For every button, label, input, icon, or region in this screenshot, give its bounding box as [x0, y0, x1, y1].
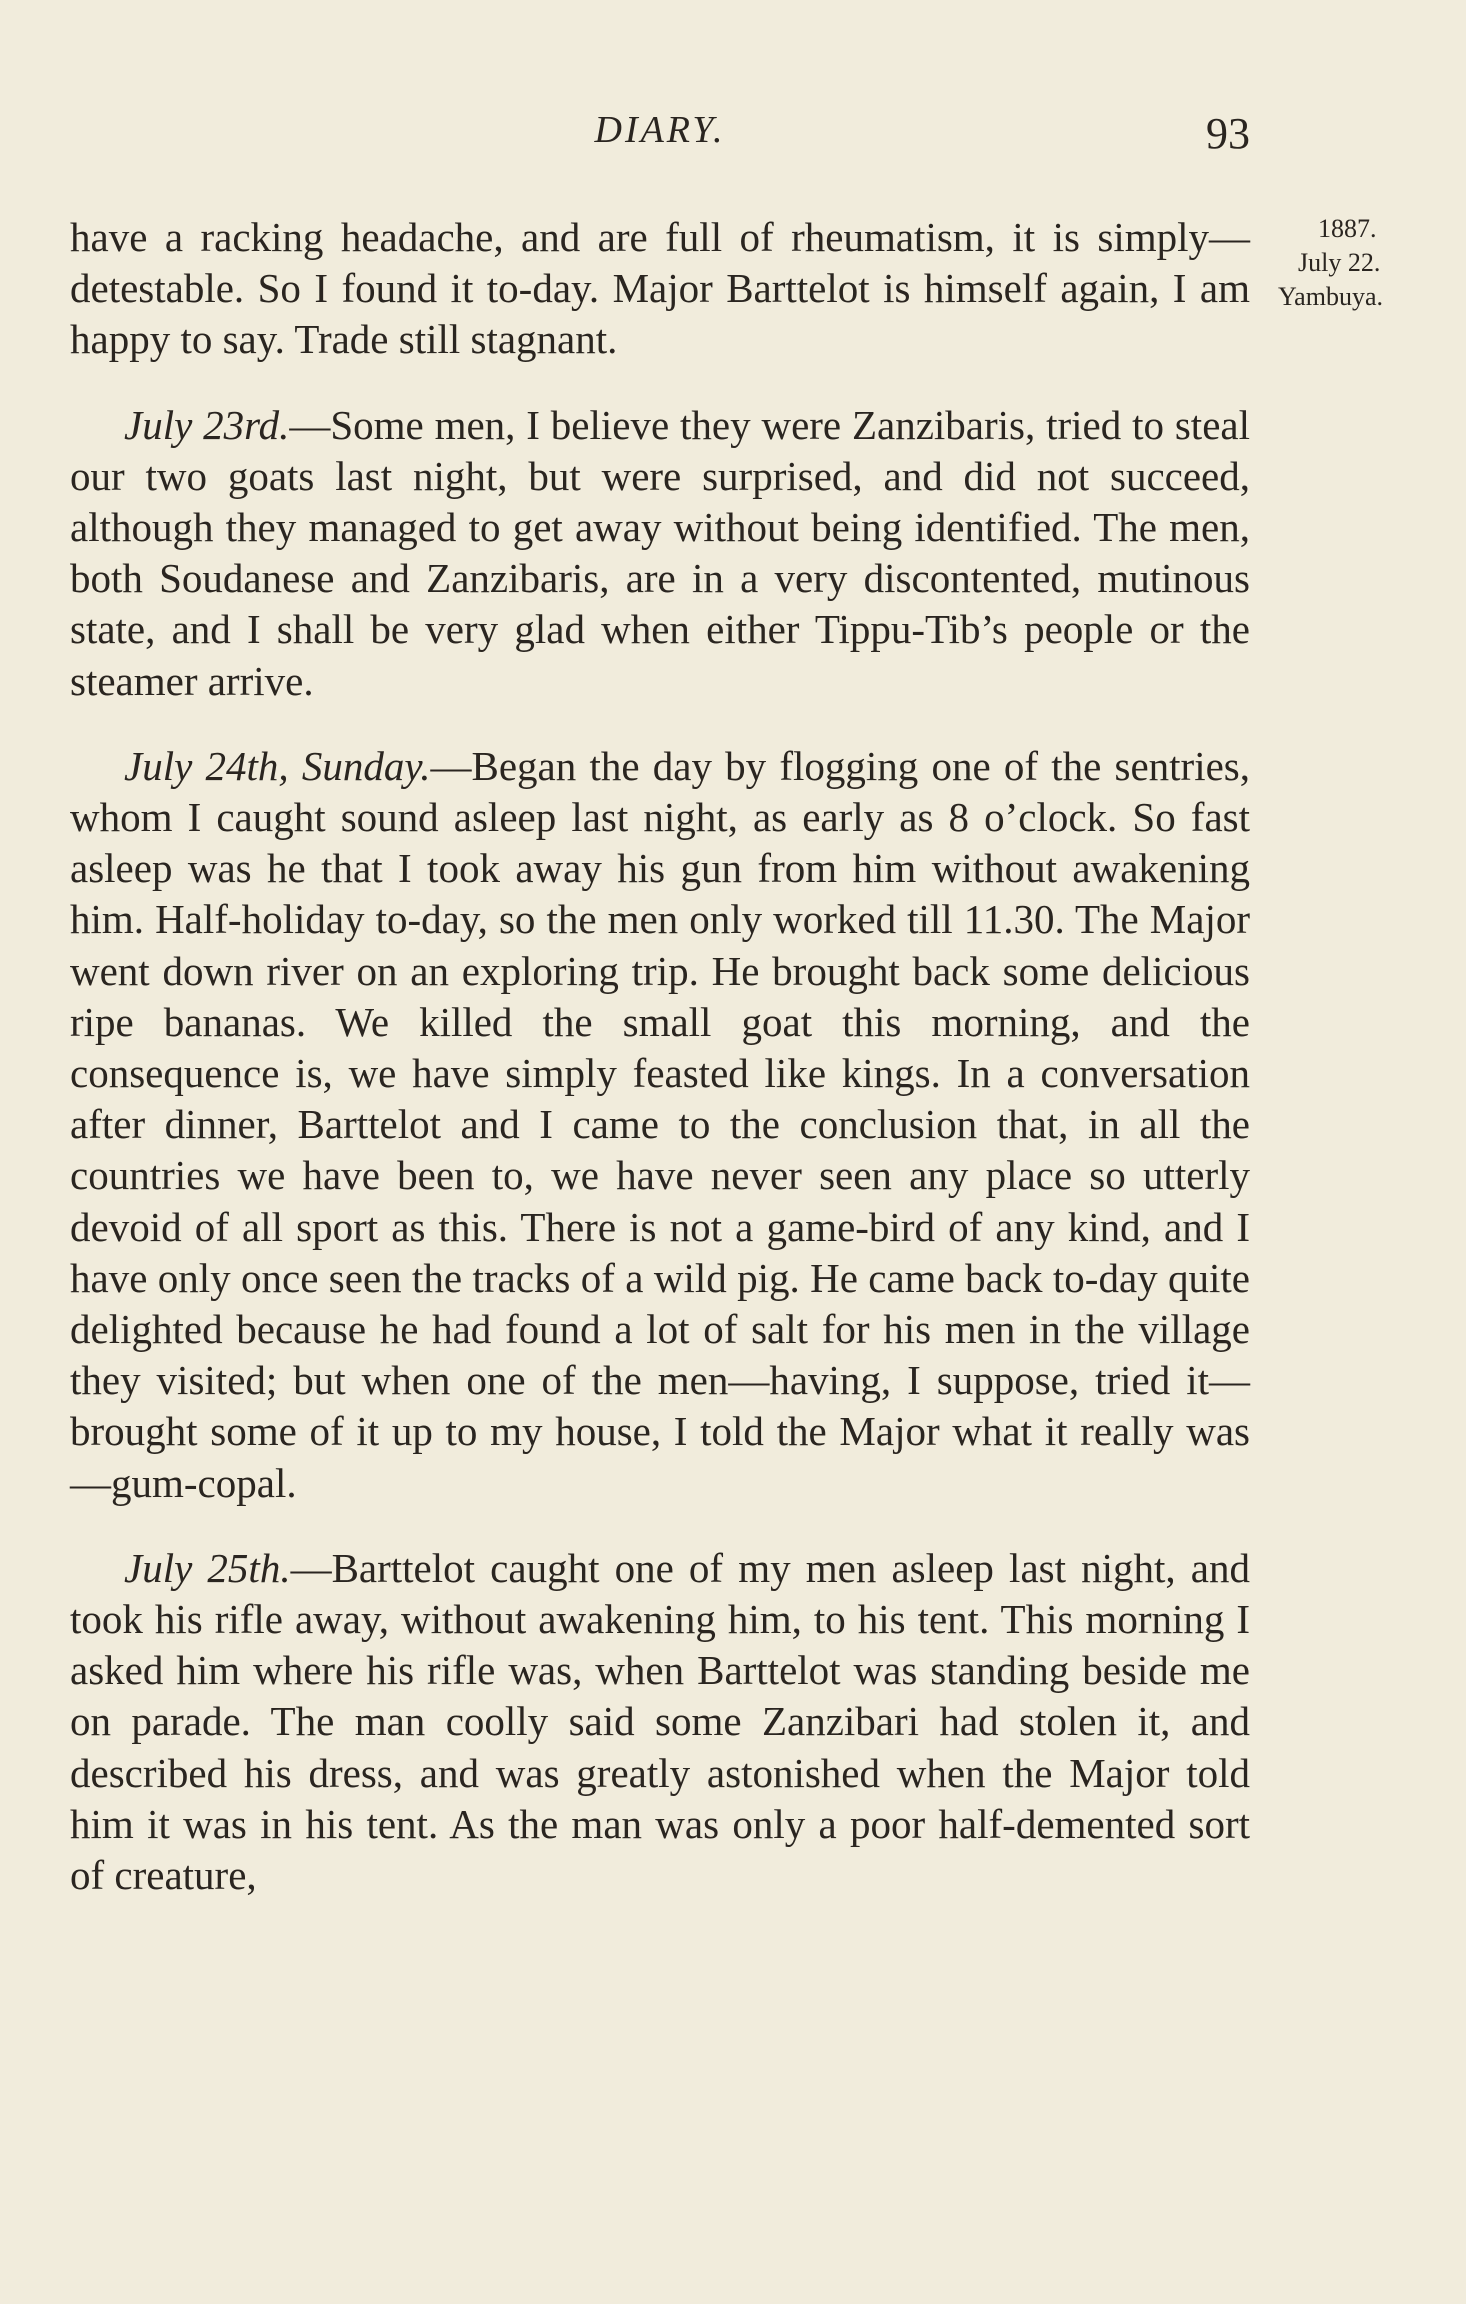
page-number: 93 — [1206, 109, 1250, 158]
margin-note — [1278, 212, 1458, 314]
entry-july-25 — [70, 1543, 1250, 1901]
running-head — [70, 108, 1250, 168]
entry-text: —Some men, I believe they were Zanzibaris, tried to steal our two goats last night, but were surprised, and did not succeed, although they managed to get away without being identified. The men, both Soudanese and Zanzibaris, are in a very discontented, mutinous state, and I shall be very glad when either Tippu-Tib’s people or the steamer arrive. — [70, 401, 1250, 704]
paragraph-continuation — [70, 212, 1250, 366]
margin-place: Yambuya. — [1278, 282, 1383, 311]
entry-july-24 — [70, 741, 1250, 1509]
paragraph-text: have a racking headache, and are full of rheumatism, it is simply—detestable. So I found it to-day. Major Barttelot is himself again, I am happy to say. Trade still stagnant. — [70, 214, 1250, 363]
body-text — [70, 212, 1250, 1935]
margin-date: July 22. — [1298, 248, 1381, 277]
entry-text: —Barttelot caught one of my men asleep last night, and took his rifle away, without awakening him, to his tent. This morning I asked him where his rifle was, when Barttelot was standing beside me on parade. The man coolly said some Zanzibari had stolen it, and described his dress, and was greatly astonished when the Major told him it was in his tent. As the man was only a poor half-demented sort of creature, — [70, 1544, 1250, 1899]
margin-year: 1887. — [1318, 214, 1377, 243]
running-title: DIARY. — [594, 109, 726, 151]
entry-july-23 — [70, 400, 1250, 707]
entry-date: July 23rd. — [124, 401, 290, 448]
entry-date: July 24th, Sunday. — [124, 742, 431, 789]
entry-text: —Began the day by flogging one of the sentries, whom I caught sound asleep last night, as early as 8 o’clock. So fast asleep was he that I took away his gun from him without awakening him. Half-holiday to-day, so the men only worked till 11.30. The Major went down river on an exploring trip. He brought back some delicious ripe bananas. We killed the small goat this morning, and the consequence is, we have simply feasted like kings. In a conversation after dinner, Barttelot and I came to the conclusion that, in all the countries we have been to, we have never seen any place so utterly devoid of all sport as this. There is not a game-bird of any kind, and I have only once seen the tracks of a wild pig. He came back to-day quite delighted because he had found a lot of salt for his men in the village they visited; but when one of the men—having, I suppose, tried it—brought some of it up to my house, I told the Major what it really was—gum-copal. — [70, 742, 1250, 1506]
entry-date: July 25th. — [124, 1544, 291, 1591]
